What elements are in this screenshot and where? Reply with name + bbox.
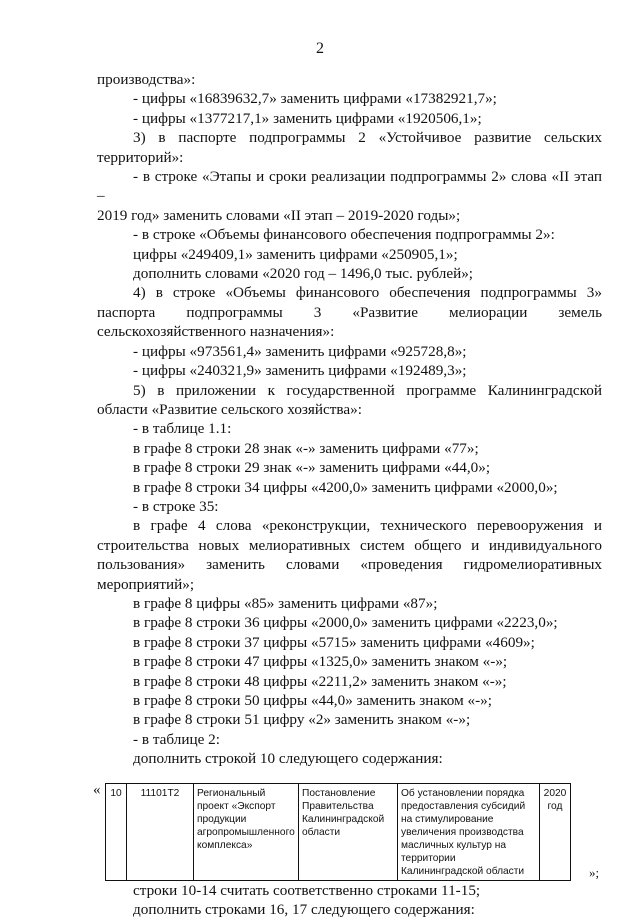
text-line: 2019 год» заменить словами «II этап – 2019-2020 годы»;: [97, 206, 461, 224]
text-line: в графе 8 строки 28 знак «-» заменить цифрами «77»;: [133, 439, 479, 457]
document-body: [93, 70, 602, 919]
text-line: в графе 8 строки 37 цифры «5715» заменить цифрами «4609»;: [133, 633, 535, 651]
text-line: - цифры «1377217,1» заменить цифрами «1920506,1»;: [133, 109, 482, 127]
text-line: дополнить словами «2020 год – 1496,0 тыс. рублей»;: [133, 265, 474, 283]
table-row: [106, 783, 571, 881]
cell-subject: Об установлении порядка предоставления субсидий на стимулирование увеличения производства масличных культур на территории Калининградской области: [398, 783, 540, 881]
text-line: территорий»:: [97, 148, 184, 166]
text-line: - цифры «240321,9» заменить цифрами «192489,3»;: [133, 362, 467, 380]
text-line: строки 10-14 считать соответственно строками 11-15;: [133, 881, 481, 899]
close-quote: »;: [589, 864, 600, 880]
cell-code: 11101Т2: [127, 783, 194, 881]
text-line: в графе 8 цифры «85» заменить цифрами «87»;: [133, 594, 438, 612]
text-line: в графе 8 строки 36 цифры «2000,0» заменить цифрами «2223,0»;: [133, 614, 558, 632]
text-line: в графе 8 строки 50 цифры «44,0» заменить знаком «-»;: [133, 692, 492, 709]
text-line: в графе 4 слова «реконструкции, технического перевооружения и: [133, 517, 602, 535]
text-line: - в таблице 1.1:: [133, 420, 232, 438]
text-line: мероприятий»;: [97, 575, 195, 593]
text-line: - в таблице 2:: [133, 730, 220, 748]
inserted-table-block: [93, 781, 602, 881]
text-line: сельскохозяйственного назначения»:: [97, 323, 335, 341]
text-line: области «Развитие сельского хозяйства»:: [97, 400, 362, 418]
text-line: 3) в паспорте подпрограммы 2 «Устойчивое развитие сельских: [133, 129, 602, 147]
text-line: - в строке «Объемы финансового обеспечения подпрограммы 2»:: [133, 226, 555, 244]
text-line: в графе 8 строки 51 цифру «2» заменить знаком «-»;: [133, 711, 471, 729]
text-line: в графе 8 строки 34 цифры «4200,0» заменить цифрами «2000,0»;: [133, 478, 558, 496]
text-line: 4) в строке «Объемы финансового обеспечения подпрограммы 3»: [133, 284, 602, 302]
text-line: пользования» заменить словами «проведения гидромелиоративных: [97, 556, 602, 574]
text-line: дополнить строками 16, 17 следующего содержания:: [133, 901, 475, 919]
page-number: 2: [316, 40, 324, 57]
text-line: в графе 8 строки 29 знак «-» заменить цифрами «44,0»;: [133, 459, 491, 477]
text-line: - цифры «973561,4» заменить цифрами «925728,8»;: [133, 342, 467, 360]
inserted-table: [105, 783, 571, 882]
cell-year: 2020 год: [540, 783, 571, 881]
text-line: - цифры «16839632,7» заменить цифрами «17382921,7»;: [133, 90, 497, 108]
cell-document: Постановление Правительства Калининградской области: [299, 783, 398, 881]
text-line: производства»:: [97, 71, 196, 88]
text-line: дополнить строкой 10 следующего содержания:: [133, 750, 443, 768]
text-line: цифры «249409,1» заменить цифрами «250905,1»;: [133, 245, 458, 263]
text-line: - в строке 35:: [133, 497, 219, 515]
text-line: в графе 8 строки 48 цифры «2211,2» заменить знаком «-»;: [133, 672, 507, 690]
text-line: строительства новых мелиоративных систем общего и индивидуального: [97, 536, 602, 554]
cell-number: 10: [106, 783, 127, 881]
text-line: паспорта подпрограммы 3 «Развитие мелиорации земель: [97, 303, 602, 321]
text-line: в графе 8 строки 47 цифры «1325,0» заменить знаком «-»;: [133, 653, 508, 671]
cell-project: Региональный проект «Экспорт продукции агропромышленного комплекса»: [194, 783, 299, 881]
text-line: - в строке «Этапы и сроки реализации подпрограммы 2» слова «II этап –: [97, 168, 602, 205]
text-line: 5) в приложении к государственной программе Калининградской: [133, 381, 602, 399]
open-quote: «: [93, 781, 101, 798]
